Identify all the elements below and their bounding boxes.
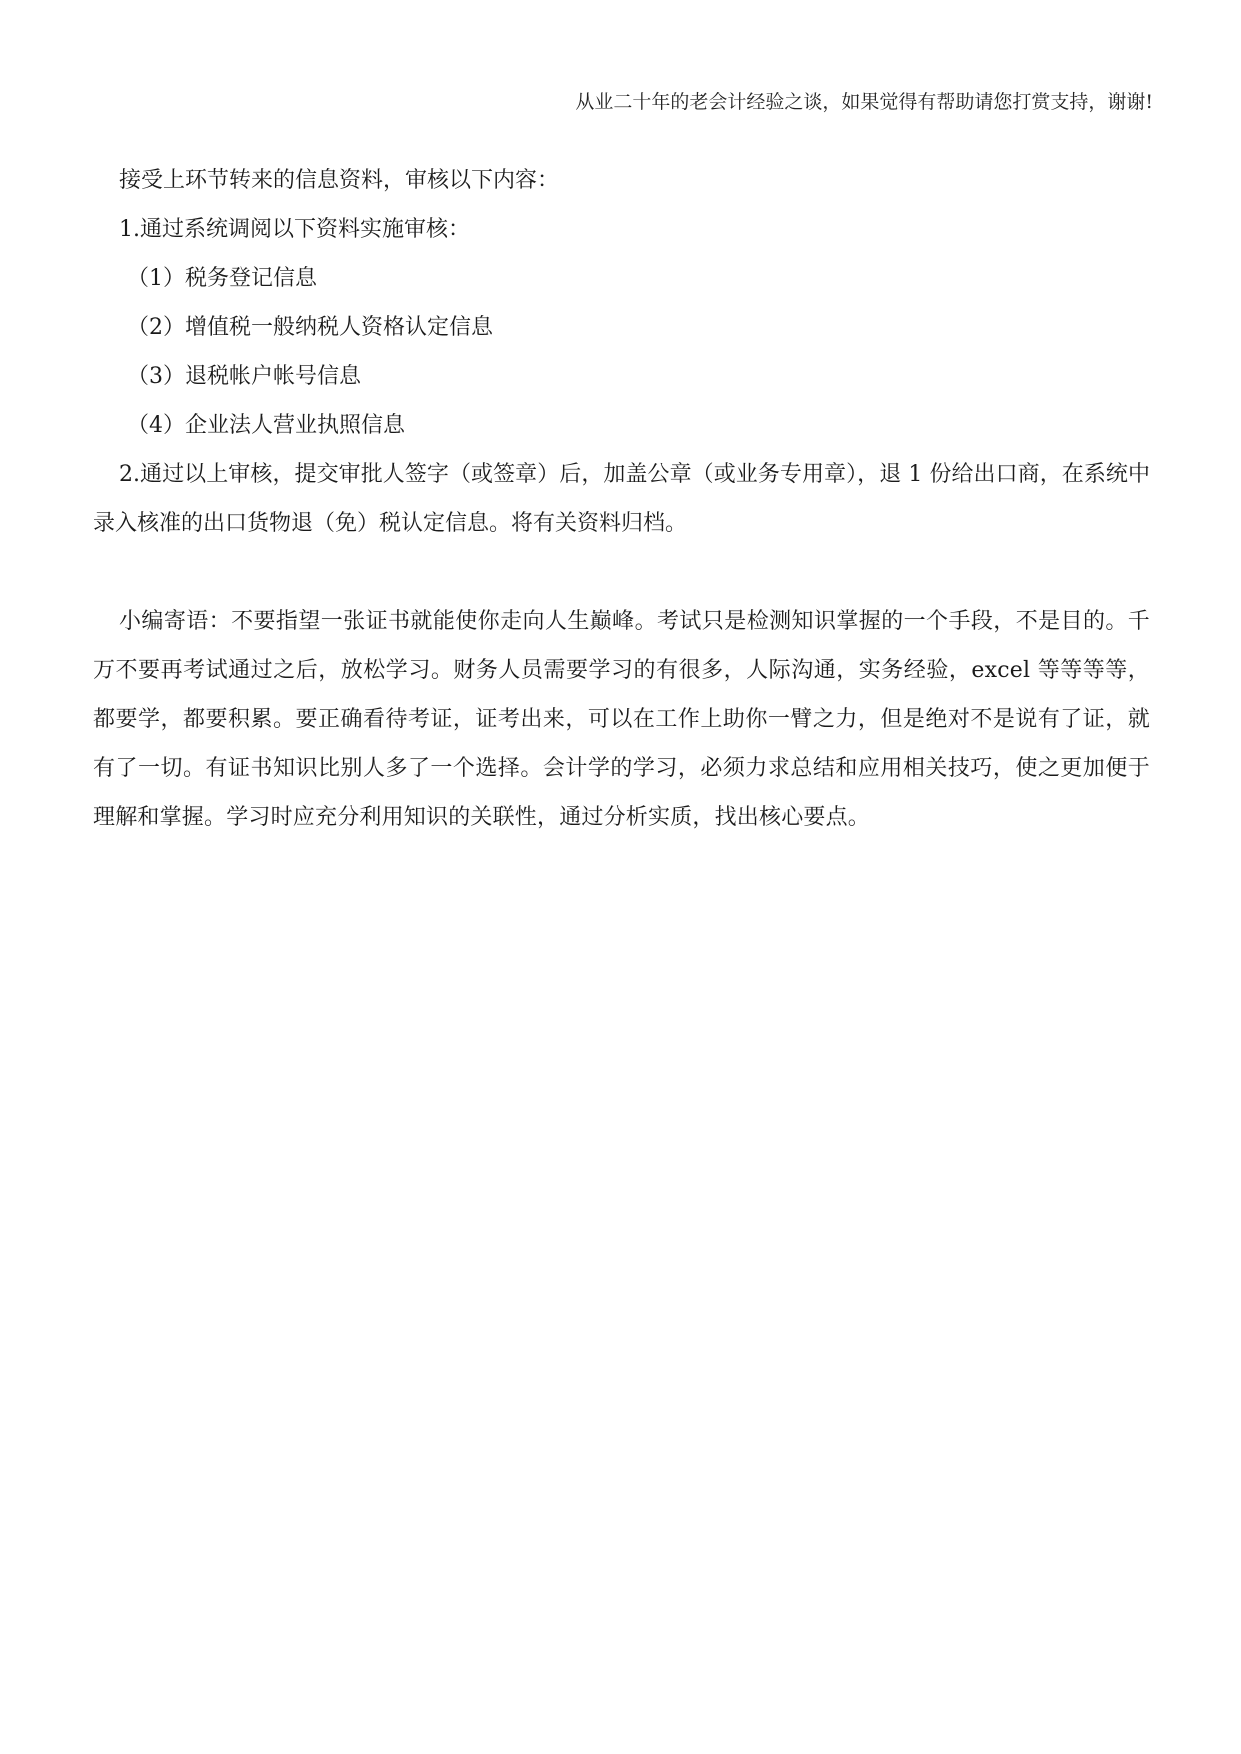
step-1-line: 1.通过系统调阅以下资料实施审核：	[119, 217, 470, 242]
list-item: （2）增值税一般纳税人资格认定信息	[127, 315, 493, 340]
closing-paragraph: 小编寄语：不要指望一张证书就能使你走向人生巅峰。考试只是检测知识掌握的一个手段，不是目的。千万不要再考试通过之后，放松学习。财务人员需要学习的有很多，人际沟通，实务经验，excel 等等等等，都要学，都要积累。要正确看待考证，证考出来，可以在工作上助你一臂之力，但是绝对不是说有了证，就有了一切。有证书知识比别人多了一个选择。会计学的学习，必须力求总结和应用相关技巧，使之更加便于理解和掌握。学习时应充分利用知识的关联性，通过分析实质，找出核心要点。	[93, 609, 1150, 830]
list-item: （1）税务登记信息	[127, 266, 317, 291]
list-item: （4）企业法人营业执照信息	[127, 413, 405, 438]
step-2-paragraph: 2.通过以上审核，提交审批人签字（或签章）后，加盖公章（或业务专用章），退 1 份给出口商，在系统中录入核准的出口货物退（免）税认定信息。将有关资料归档。	[93, 462, 1150, 536]
paragraph-spacer	[93, 548, 1150, 597]
list-item: （3）退税帐户帐号信息	[127, 364, 361, 389]
header-note: 从业二十年的老会计经验之谈，如果觉得有帮助请您打赏支持，谢谢!	[575, 91, 1153, 113]
document-body	[93, 156, 1150, 842]
intro-line: 接受上环节转来的信息资料，审核以下内容：	[119, 168, 560, 193]
